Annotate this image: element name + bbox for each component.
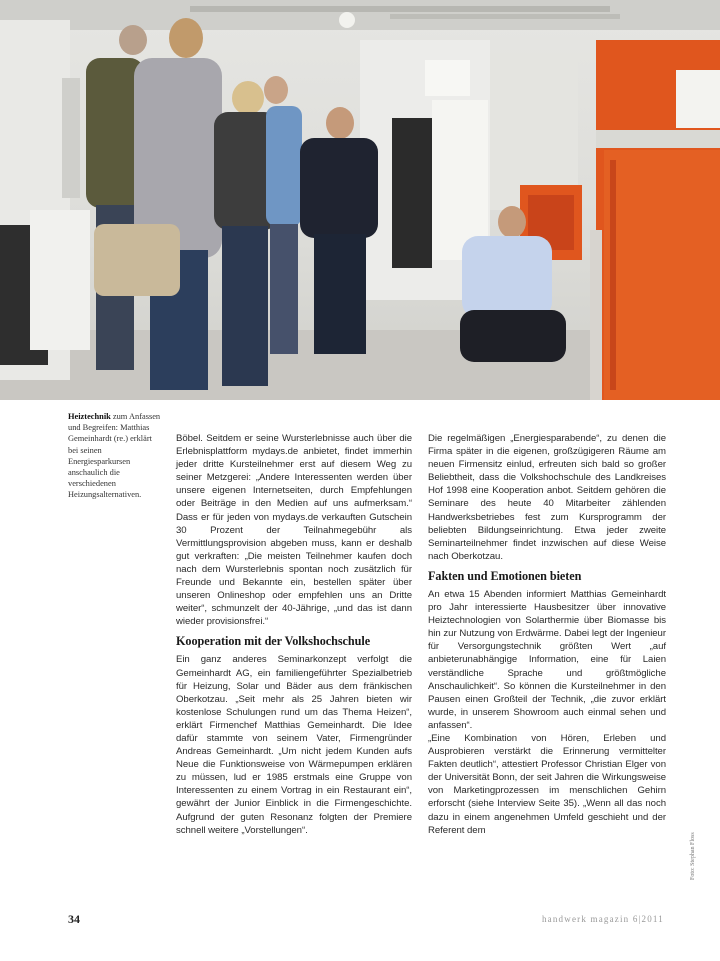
wall-pipe xyxy=(62,78,80,198)
col2-paragraph-1: Die regelmäßigen „Energiesparabende“, zu denen die Firma später in die eigenen, großzügigeren Räume am neuen Firmensitz einlud, erfreuten sich bald so großer Beliebtheit, dass die Volkshochschule des Landkreises Hof 1998 eine Kooperation anbot. Seitdem gehören die Seminare des heute 40 Mitarbeiter zählenden Handwerksbetriebes fest zum Kursprogramm der beliebten Bildungseinrichtung. Etwa jeder zweite Seminarteilnehmer findet inzwischen auf diese Weise nach Oberkotzau. xyxy=(428,433,666,562)
presenter-head xyxy=(498,206,526,238)
presenter-shirt xyxy=(462,236,552,318)
magazine-footer: handwerk magazin 6|2011 xyxy=(541,914,664,924)
col2-paragraph-3: „Eine Kombination von Hören, Erleben und Ausprobieren verstärkt die Erinnerung vermittelter Fakten deutlich“, attestiert Professor Christian Elger von der Universität Bonn, der seit Jahren die Wirkungsweise von Marketingprozessen im menschlichen Gehirn erforscht (siehe Interview Seite 35). „Wenn all das noch dazu in einem angenehmen Umfeld geschieht und der Referent dem xyxy=(428,732,666,836)
col1-paragraph-1: Böbel. Seitdem er seine Wursterlebnisse auch über die Erlebnisplattform mydays.de anbietet, findet immerhin jeder dritte Kursteilnehmer erst auf diesem Weg zu seiner Metzgerei: „Andere Interessenten werden über unsere eigenen Internetseiten, durch Empfehlungen oder Beiträge in den Medien auf uns aufmerksam.“ Dass er für jeden von mydays.de verkauften Gutschein 30 Prozent der Teilnahmegebühr als Vermittlungsprovision abgeben muss, kann er deshalb gut verkraften: „Die meisten Teilnehmer kaufen doch nach dem Wursterlebnis spontan noch zusätzlich für Freunde und Bekannte ein, bestellen später über unseren Onlineshop oder empfehlen uns an Dritte weiter“, schmunzelt der 40-Jährige, „und das ist dann wieder provisionsfrei.“ xyxy=(176,433,412,628)
poster-sign xyxy=(676,70,720,128)
person-2-handbag xyxy=(94,224,180,296)
person-5-body xyxy=(300,138,378,238)
person-3-jeans xyxy=(222,226,268,386)
boiler-front xyxy=(604,150,720,400)
photo-illustration xyxy=(0,0,720,400)
ceiling-pipe xyxy=(190,6,610,12)
person-4-body xyxy=(266,106,302,226)
doorway xyxy=(392,118,432,268)
ceiling-lamp xyxy=(339,12,355,28)
col2-paragraph-2: An etwa 15 Abenden informiert Matthias Gemeinhardt pro Jahr interessierte Hausbesitzer über innovative Heiztechnologien von Solarthermie über Biomasse bis hin zur Nutzung von Erdwärme. Dabei legt der Ingenieur für Versorgungstechnik größten Wert „auf anbieterunabhängige Information, eine für Laien verständliche Sprache und größtmögliche Anschaulichkeit“. So können die Kursteilnehmer in den Pausen einen Großteil der Technik, „die zuvor erklärt wurde, in unserem Showroom auch einmal sehen und anfassen“. xyxy=(428,588,666,731)
caption-bold: Heiztechnik xyxy=(68,412,111,421)
person-5-legs xyxy=(314,234,366,354)
person-2-head xyxy=(169,18,203,58)
white-boiler xyxy=(30,210,90,350)
col1-paragraph-2: Ein ganz anderes Seminarkonzept verfolgt die Gemeinhardt AG, ein familiengeführter Spezialbetrieb für Heizung, Solar und Bäder aus dem fränkischen Oberkotzau. „Seit mehr als 25 Jahren bieten wir kostenlose Schulungen rund um das Thema Heizen“, erklärt Firmenchef Matthias Gemeinhardt. Die Idee dafür stammte von seinem Vater, Firmengründer Andreas Gemeinhardt. „Um nicht jedem Kunden aufs Neue die Funktionsweise von Wärmepumpen erklären zu müssen, lud er 1985 erstmals eine Gruppe von Interessenten zu einem Vortrag in ein Restaurant ein“, gewährt der Junior Einblick in die Firmengeschichte. Aufgrund der guten Resonanz folgten der Premiere schnell weitere „Vorstellungen“. xyxy=(176,654,412,836)
person-4-legs xyxy=(270,224,298,354)
boiler-panel xyxy=(596,130,720,148)
text-column-1 xyxy=(176,432,412,837)
person-3-head xyxy=(232,81,264,115)
caption-text: zum Anfassen und Begreifen: Matthias Gemeinhardt (re.) erklärt bei seinen Energiesparkursen anschaulich die verschiedenen Heizungsalternativen. xyxy=(68,412,161,500)
col1-subheading: Kooperation mit der Volkshochschule xyxy=(176,634,371,649)
photo-credit: Foto: Stephan Floss xyxy=(690,832,696,880)
ceiling-pipe-2 xyxy=(390,14,620,19)
col2-subheading: Fakten und Emotionen bieten xyxy=(428,568,582,583)
photo-caption xyxy=(68,411,164,501)
boiler-side-pipe xyxy=(590,230,602,400)
person-4-head xyxy=(264,76,288,104)
article-photo xyxy=(0,0,720,400)
presenter-trousers xyxy=(460,310,566,362)
ceiling-light-panel xyxy=(425,60,470,96)
person-1-head xyxy=(119,25,147,55)
page-number: 34 xyxy=(68,912,80,926)
text-column-2 xyxy=(428,432,666,837)
boiler-edge xyxy=(610,160,616,390)
person-5-head xyxy=(326,107,354,139)
